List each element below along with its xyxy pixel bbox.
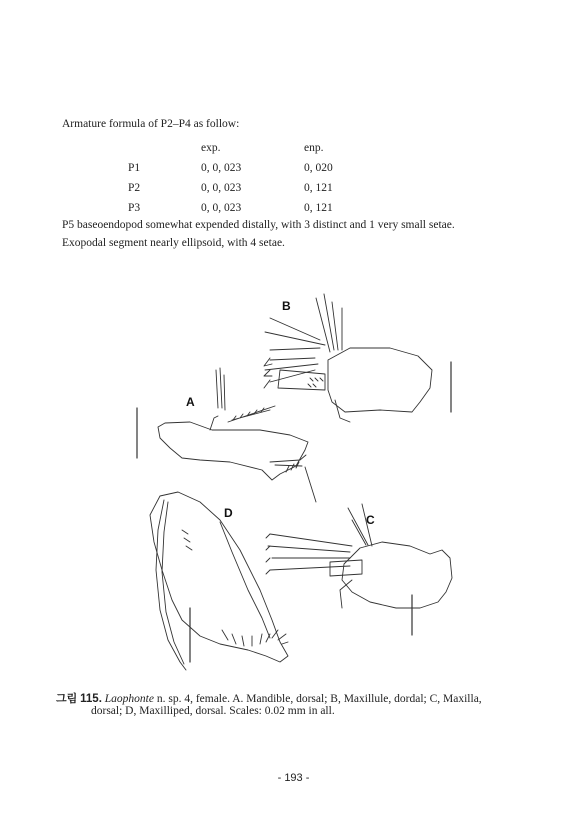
p5-description-line2: Exopodal segment nearly ellipsoid, with 4 setae. <box>62 237 285 249</box>
caption-number: 115. <box>80 693 102 705</box>
intro-text: Armature formula of P2–P4 as follow: <box>62 118 240 130</box>
figure-drawing <box>120 290 460 675</box>
figure-label-b: B <box>282 299 291 313</box>
armature-table <box>128 138 364 218</box>
row-label: P3 <box>128 202 141 214</box>
row-label: P1 <box>128 162 141 174</box>
header-cell: enp. <box>304 142 324 154</box>
maxillule-drawing <box>264 294 451 422</box>
page-number: - 193 - <box>277 772 310 784</box>
row-label: P2 <box>128 182 141 194</box>
figure-label-a: A <box>186 395 195 409</box>
caption-genus: Laophonte <box>104 693 154 705</box>
figure-label-d: D <box>224 506 233 520</box>
p5-description-line1: P5 baseoendopod somewhat expended distally, with 3 distinct and 1 very small setae. <box>62 219 455 231</box>
enp-cell: 0, 121 <box>304 202 333 214</box>
enp-cell: 0, 020 <box>304 162 333 174</box>
figure-caption-line1 <box>56 690 482 706</box>
caption-prefix: 그림 <box>56 692 78 705</box>
exp-cell: 0, 0, 023 <box>201 162 242 174</box>
caption-rest: n. sp. 4, female. A. Mandible, dorsal; B, Maxillule, dordal; C, Maxilla, <box>153 693 482 705</box>
maxilliped-drawing <box>150 492 288 670</box>
table-row <box>128 198 364 218</box>
header-cell: exp. <box>201 142 221 154</box>
header-cell <box>128 138 201 158</box>
table-header-row <box>128 138 364 158</box>
exp-cell: 0, 0, 023 <box>201 202 242 214</box>
enp-cell: 0, 121 <box>304 182 333 194</box>
maxilla-drawing <box>266 504 452 635</box>
figure-caption-line2: dorsal; D, Maxilliped, dorsal. Scales: 0.02 mm in all. <box>91 705 335 717</box>
table-row <box>128 178 364 198</box>
exp-cell: 0, 0, 023 <box>201 182 242 194</box>
figure-label-c: C <box>366 513 375 527</box>
table-row <box>128 158 364 178</box>
